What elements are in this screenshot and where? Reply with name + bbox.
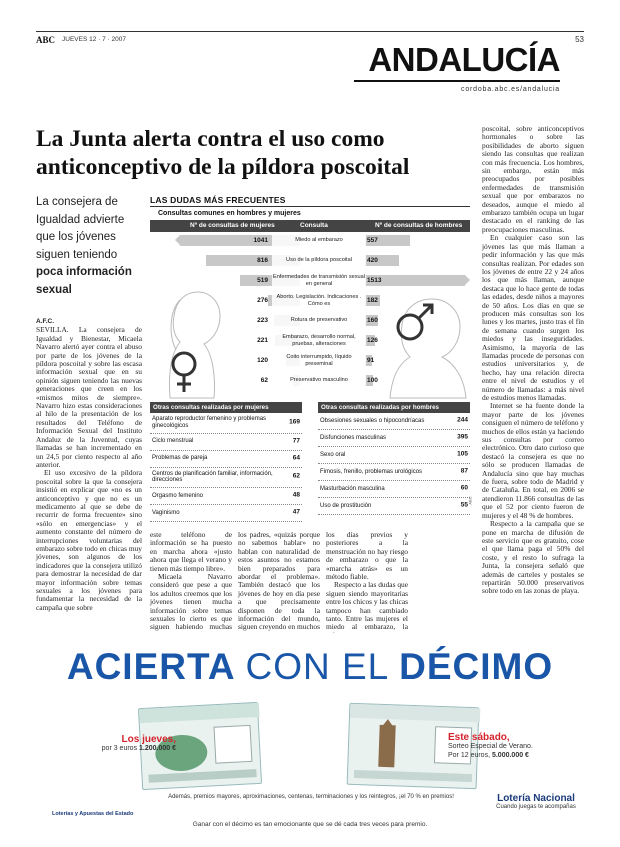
value-women: 816 (257, 257, 268, 264)
paragraph: En cualquier caso son las jóvenes las que más llaman a pedir información y las que más consultas realizan. Por edades son los jóvenes de entre 22 y 24 años los que más llaman, aunque destaca que lo hace gente de todas las edades, desde niños a mayores de 50 años. Los días en que se producen más consultas son los lunes y los martes, justo tras el fin de semana cuando surgen los miedos y las inseguridades. Asimismo, la mayoría de las llamadas procede de personas con estudios universitarios y, de hecho, hay una relación directa entre el nivel de estudios y el número de llamadas: a más nivel de estudios menos llamadas. (482, 233, 584, 402)
article-subhead (36, 194, 146, 299)
table-row-value: 55 (460, 501, 468, 509)
paragraph: El uso excesivo de la píldora poscoital sobre la que la consejera insistió en explicar que «no es un anticonceptivo y que no es un medicamento al que se debe de recurrir de forma frecuente» sino «sólo en emergencias» y el aumento constante del número de interrupciones voluntarias del embarazo sobre todo en chicas muy jóvenes, son algunos de los indicadores que la consejera utilizó para demostrar la necesidad de dar mayor información sobre temas sexuales a los jóvenes para fundamentar la necesidad de la campaña que sobre (36, 468, 142, 612)
table-row-label: Disfunciones masculinas (320, 434, 387, 441)
table-row (150, 468, 302, 489)
paragraph: este teléfono de información se ha puesto en marcha ahora «justo ahora que llega el verano y tienen más tiempo libre». (150, 530, 232, 573)
header-women: Nº de consultas de mujeres (190, 222, 275, 229)
ad-prize-details: Además, premios mayores, aproximaciones, centenas, terminaciones y los reintegros, ¡el 70 % en premios! (168, 794, 454, 800)
bar-row (150, 292, 470, 309)
arrow-left-icon (175, 235, 180, 245)
table-row-value: 105 (457, 450, 468, 458)
paragraph: Micaela Navarro consideró que pese a que los adultos creemos que los jóvenes tienen mucha información sobre temas sexuales lo cierto es que siguen habiendo muchas (150, 572, 232, 632)
loteria-nacional-name: Lotería Nacional (497, 793, 575, 804)
section-title: ANDALUCÍA (354, 42, 560, 82)
ad-title (36, 645, 584, 689)
value-men: 126 (367, 337, 378, 344)
table-row-value: 77 (292, 437, 300, 445)
table-row (150, 434, 302, 451)
value-men: 420 (367, 257, 378, 264)
promo-thursday-day: Los jueves, (121, 734, 176, 745)
publication-name: ABC (36, 35, 56, 45)
value-men: 160 (367, 317, 378, 324)
header-topic: Consulta (300, 222, 328, 229)
header-men: Nº de consultas de hombres (375, 222, 463, 229)
table-row-value: 62 (292, 472, 300, 480)
subhead-text: La consejera de Igualdad advierte que los jóvenes siguen teniendo (36, 196, 125, 261)
value-women: 1041 (253, 237, 268, 244)
issue-date: JUEVES 12 · 7 · 2007 (62, 36, 126, 43)
byline: A.F.C. (36, 318, 55, 325)
ad-title-part: DÉCIMO (399, 646, 554, 687)
loterias-logo: Loterías y Apuestas del Estado (52, 811, 134, 817)
ad-footer: Ganar con el décimo es tan emocionante que se dé cada tres veces para premio. (192, 821, 428, 828)
paragraph: Respecto a las dudas que siguen siendo mayoritarias entre los chicos y las chicas tampoco han cambiado tanto. Entre las mujeres el miedo al embarazo, la (326, 580, 408, 632)
table-row (318, 430, 470, 447)
table-row-value: 169 (289, 418, 300, 426)
table-row-label: Sexo oral (320, 451, 346, 458)
table-row (150, 451, 302, 468)
table-row-label: Aparato reproductor femenino y problemas ginecológicos (152, 416, 267, 429)
bar-row (150, 352, 470, 369)
ad-title-part: CON EL (245, 646, 400, 687)
table-row-label: Fimosis, frenillo, problemas urológicos (320, 468, 423, 475)
promo-saturday (448, 733, 578, 760)
other-men-title: Otras consultas realizadas por hombres (318, 402, 470, 413)
table-row-label: Masturbación masculina (320, 485, 385, 492)
ad-title-part: ACIERTA (66, 646, 246, 687)
value-women: 519 (257, 277, 268, 284)
promo-thursday (66, 735, 176, 753)
page-number: 53 (575, 35, 584, 44)
table-row-value: 47 (292, 508, 300, 516)
bar-row (150, 372, 470, 389)
infographic-column-headers (150, 220, 470, 232)
table-row (150, 488, 302, 505)
promo-saturday-day: Este sábado, (448, 732, 510, 743)
table-row-value: 64 (292, 454, 300, 462)
article-column-4 (326, 530, 408, 632)
category-label: Aborto. Legislación. Indicaciones . Cómo es (272, 292, 366, 309)
paragraph: Respecto a la campaña que se pone en marcha de difusión de este servicio que es gratuito, cose el que llama paga el 50% del coste, y el resto lo sufraga la Junta, la consejera señaló que además de carteles y postales se repartirán 50.000 preservativos sobre todo en las zonas de playa. (482, 519, 584, 596)
table-row (318, 481, 470, 498)
table-row (318, 498, 470, 515)
value-women: 276 (257, 297, 268, 304)
article-column-1 (36, 318, 142, 618)
value-women: 223 (257, 317, 268, 324)
other-women-title: Otras consultas realizadas por mujeres (150, 402, 302, 413)
table-row-value: 244 (457, 416, 468, 424)
paragraph: poscoital, sobre anticonceptivos hormonales o sobre las posibilidades de aborto siguen siendo las consultas que realizan con más frecuencia. Los hombres, sin embargo, están más preocupados por posibles enfermedades de transmisión sexual que por embarazos no deseados, aunque el miedo al embarazo también ocupa un lugar destacado en el ranking de las preocupaciones masculinas. (482, 124, 584, 234)
category-label: Rotura de preservativo (272, 312, 366, 329)
table-row-label: Uso de prostitución (320, 502, 372, 509)
promo-saturday-pre: Por 12 euros, (448, 752, 492, 759)
table-row (318, 447, 470, 464)
promo-saturday-line: Sorteo Especial de Verano. (448, 743, 533, 750)
arrow-right-icon (465, 275, 470, 285)
bar-chart (150, 232, 470, 394)
table-row-label: Vaginismo (152, 509, 180, 516)
article-headline: La Junta alerta contra el uso como anticonceptivo de la píldora poscoital (36, 126, 410, 180)
value-women: 62 (260, 377, 268, 384)
infographic-source: ABC (467, 496, 473, 505)
bar-row (150, 272, 470, 289)
bar-row (150, 312, 470, 329)
loteria-nacional-slogan: Cuando juegas te acompañas (496, 804, 576, 810)
infographic-subtitle: Consultas comunes en hombres y mujeres (158, 210, 301, 217)
article-column-2 (150, 530, 232, 632)
value-women: 120 (257, 357, 268, 364)
table-row (150, 505, 302, 522)
category-label: Enfermedades de transmisión sexual en general (272, 272, 366, 289)
bar-row (150, 232, 470, 249)
table-row-label: Ciclo menstrual (152, 438, 194, 445)
infographic-title: LAS DUDAS MÁS FRECUENTES (150, 195, 286, 205)
table-row-label: Problemas de pareja (152, 455, 208, 462)
loteria-nacional-logo (496, 793, 576, 810)
promo-thursday-amount: 1.200.000 € (139, 745, 176, 752)
table-row-value: 395 (457, 433, 468, 441)
paragraph: Internet se ha fuente donde la mayor parte de los jóvenes consiguen el número de teléfono y muchos de ellos están ya haciendo sus consultas por correo electrónico. Otro dato curioso que destacó la consejera es que no sólo se producen llamadas de Andalucía sino que hay muchas de fuera, sobre todo de Madrid y de Cataluña. En total, en 2006 se atendieron 11.866 consultas de las que el 52 por ciento fueron de mujeres y el 48 % de hombres. (482, 401, 585, 520)
value-men: 1513 (367, 277, 382, 284)
table-row-label: Centros de planificación familiar, información, direcciones (152, 470, 273, 484)
subhead-bold: poca información sexual (36, 266, 132, 296)
lottery-advertisement (36, 633, 584, 843)
value-men: 100 (367, 377, 378, 384)
value-men: 91 (367, 357, 375, 364)
other-men-table (318, 402, 470, 515)
category-label: Embarazo, desarrollo normal, pruebas, alteraciones (272, 332, 366, 349)
table-row-value: 48 (292, 491, 300, 499)
article-column-3 (238, 530, 320, 632)
bar-row (150, 332, 470, 349)
paragraph: los padres, «quizás porque no sabemos hablar» no hablan con naturalidad de estos asuntos no estamos bien preparados para abordar el problema». También destacó que los jóvenes de hoy en día pese a que precisamente disponen de toda la información del mundo, siguen creyendo en muchos (238, 530, 320, 632)
table-row (150, 413, 302, 434)
table-row-value: 60 (460, 484, 468, 492)
paragraph: SEVILLA. La consejera de Igualdad y Bienestar, Micaela Navarro alertó ayer contra el abuso por parte de los jóvenes de la píldora poscoital y sobre las escasa información sexual que en su opinión siguen teniendo las nuevas generaciones que creen en los «mismos mitos de siempre». Navarro hizo estas consideraciones al hilo de la presentación de los resultados del Teléfono de Información Sexual del Instituto Andaluz de la Juventud, cuyas llamadas se han incrementado en un 24,5 por ciento respecto al año anterior. (36, 325, 142, 469)
paragraph: los días previos y posteriores a la menstruación no hay riesgo de embarazo o que la «marcha atrás» es un método fiable. (326, 530, 408, 582)
infographic-rule (150, 206, 470, 207)
table-row-label: Obsesiones sexuales o hipocondríacas (320, 417, 425, 424)
section-website: cordoba.abc.es/andalucia (461, 86, 560, 93)
article-column-5 (482, 125, 584, 621)
table-row-value: 87 (460, 467, 468, 475)
bar-row (150, 252, 470, 269)
other-women-table (150, 402, 302, 522)
category-label: Uso de la píldora poscoital (272, 252, 366, 269)
value-men: 557 (367, 237, 378, 244)
value-women: 221 (257, 337, 268, 344)
category-label: Miedo al embarazo (272, 232, 366, 249)
table-row-label: Orgasmo femenino (152, 492, 204, 499)
table-row (318, 413, 470, 430)
category-label: Preservativo masculino (272, 372, 366, 389)
promo-saturday-amount: 5.000.000 € (491, 752, 529, 759)
promo-thursday-pre: por 3 euros (101, 745, 140, 752)
table-row (318, 464, 470, 481)
value-men: 182 (367, 297, 378, 304)
category-label: Coito interrumpido, líquido preseminal (272, 352, 366, 369)
